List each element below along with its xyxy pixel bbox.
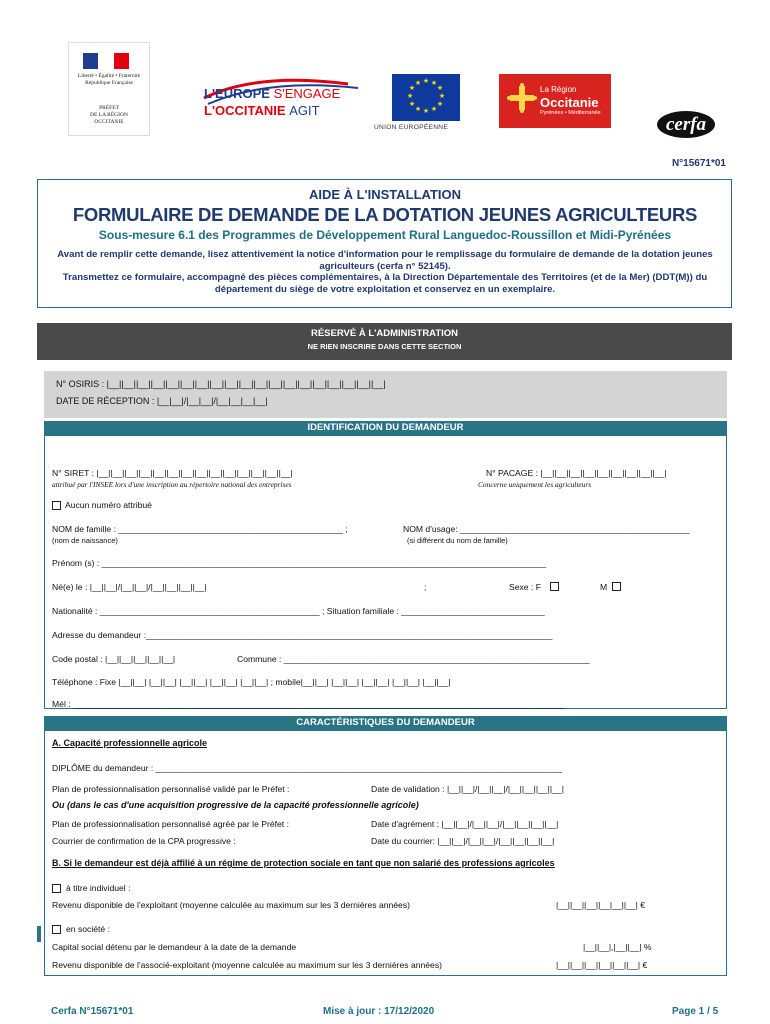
region-occitanie-logo <box>499 74 611 128</box>
cerfa-logo: cerfa <box>657 111 715 138</box>
eu-caption: UNION EUROPÉENNE <box>374 124 449 131</box>
svg-text:★: ★ <box>436 84 444 92</box>
en-societe-checkbox[interactable] <box>52 925 61 934</box>
sexe-f-checkbox[interactable] <box>550 582 559 591</box>
caracteristiques-heading: CARACTÉRISTIQUES DU DEMANDEUR <box>44 716 727 730</box>
admin-fields-box <box>44 371 727 418</box>
osiris-field: N° OSIRIS : |__||__||__||__||__||__||__||__||__||__||__||__||__||__||__||__||__||__||__| <box>56 379 386 389</box>
telephone-field[interactable]: Téléphone : Fixe |__||__| |__||__| |__||__| |__||__| |__||__| ; mobile|__||__| |__||__| |__||__| |__||__| |__||__| <box>52 677 451 687</box>
date-agrement-field[interactable]: Date d'agrément : |__||__|/|__||__|/|__||__||__||__| <box>371 819 559 829</box>
republique-text: Liberté • Égalité • Fraternité République Française <box>77 73 141 86</box>
diplome-field[interactable]: DIPLÔME du demandeur : _____________________________________________________________________________________ <box>52 763 562 773</box>
occitanie-main: Occitanie <box>540 95 599 110</box>
svg-text:★: ★ <box>422 107 430 115</box>
admin-reserved-band <box>37 323 732 360</box>
revenu-associe-label: Revenu disponible de l'associé-exploitant (moyenne calculée au maximum sur les 3 dernières années) <box>52 960 443 970</box>
admin-subtitle: NE RIEN INSCRIRE DANS CETTE SECTION <box>307 342 462 351</box>
courrier-label: Courrier de confirmation de la CPA progressive : <box>52 836 236 846</box>
nom-usage-field[interactable]: NOM d'usage: ________________________________________________ <box>403 524 690 534</box>
form-subtitle: Sous-mesure 6.1 des Programmes de Développement Rural Languedoc-Roussillon et Midi-Pyrénées <box>98 228 672 242</box>
occitan-cross-icon <box>507 83 537 113</box>
republique-francaise-logo <box>68 42 150 136</box>
en-societe-label: en société : <box>66 924 110 934</box>
nationalite-field[interactable]: Nationalité : ______________________________________________ ; Situation familiale : ______________________________ <box>52 606 545 616</box>
sexe-label: Sexe : F <box>509 582 541 592</box>
agit-text: AGIT <box>289 103 320 118</box>
date-courrier-field[interactable]: Date du courrier: |__||__|/|__||__|/|__||__||__||__| <box>371 836 555 846</box>
code-postal-field[interactable]: Code postal : |__||__||__||__||__| <box>52 654 176 664</box>
capacite-heading: A. Capacité professionnelle agricole <box>52 738 208 748</box>
mel-field[interactable]: Mél : _______________________________________________________________________________________________________ <box>52 699 566 709</box>
commune-field[interactable]: Commune : ________________________________________________________________ <box>237 654 590 664</box>
date-naissance-field[interactable]: Né(e) le : |__||__|/|__||__|/|__||__||__||__| <box>52 582 207 592</box>
admin-title: RÉSERVÉ À L'ADMINISTRATION <box>310 328 459 339</box>
capital-social-label: Capital social détenu par le demandeur à la date de la demande <box>52 942 297 952</box>
revenu-associe-field[interactable]: |__||__||__||__||__||__| € <box>556 960 648 970</box>
aide-installation-heading: AIDE À L'INSTALLATION <box>308 187 462 202</box>
date-validation-field[interactable]: Date de validation : |__||__|/|__||__|/|__||__||__||__| <box>371 784 564 794</box>
footer-page: Page 1 / 5 <box>672 1006 719 1017</box>
svg-text:★: ★ <box>414 79 422 87</box>
nom-naissance-note: (nom de naissance) <box>52 536 118 545</box>
sexe-m-label: M <box>600 582 608 592</box>
occitanie-sub: La Région <box>540 85 577 94</box>
form-title: FORMULAIRE DE DEMANDE DE LA DOTATION JEUNES AGRICULTEURS <box>72 204 698 225</box>
prenom-field[interactable]: Prénom (s) : _____________________________________________________________________________________________ <box>52 558 547 568</box>
siret-note: attribué par l'INSEE lors d'une inscription au répertoire national des entreprises <box>52 480 292 489</box>
revenu-exploitant-field[interactable]: |__||__||__||__|__||__| € <box>556 900 646 910</box>
svg-text:★: ★ <box>430 105 438 113</box>
svg-text:★: ★ <box>438 92 446 100</box>
ou-heading: Ou (dans le cas d'une acquisition progressive de la capacité professionnelle agricole) <box>52 800 419 810</box>
form-description-line1: Avant de remplir cette demande, lisez attentivement la notice d'information pour le remplissage du formulaire de demande de la dotation jeunes agriculteurs (cerfa n° 52145). <box>57 249 713 272</box>
siret-field[interactable]: N° SIRET : |__||__||__||__||__||__||__||__||__||__||__||__||__||__| <box>52 468 293 478</box>
french-flag-icon <box>83 53 129 69</box>
footer-cerfa: Cerfa N°15671*01 <box>51 1006 134 1017</box>
date-reception-field: DATE DE RÉCEPTION : |__|__|/|__|__|/|__|__|__|__| <box>56 396 268 406</box>
margin-bar <box>37 926 41 942</box>
prefet-text: PRÉFET DE LA RÉGION OCCITANIE <box>90 105 128 125</box>
ppp-valide-label: Plan de professionnalisation personnalisé validé par le Préfet : <box>52 784 290 794</box>
svg-text:★: ★ <box>422 77 430 85</box>
svg-text:★: ★ <box>406 92 414 100</box>
europe-engage-logo <box>198 76 376 132</box>
aucun-numero-checkbox[interactable] <box>52 501 61 510</box>
separator: ; <box>424 582 427 592</box>
capital-social-field[interactable]: |__||__|,|__||__| % <box>583 942 652 952</box>
occitanie-text: L'OCCITANIE <box>204 103 286 118</box>
pacage-field[interactable]: N° PACAGE : |__||__||__||__||__||__||__||__||__| <box>486 468 667 478</box>
identification-heading: IDENTIFICATION DU DEMANDEUR <box>44 421 727 435</box>
svg-text:★: ★ <box>408 84 416 92</box>
cerfa-number: N°15671*01 <box>671 158 726 169</box>
engage-text: S'ENGAGE <box>273 86 341 101</box>
revenu-exploitant-label: Revenu disponible de l'exploitant (moyenne calculée au maximum sur les 3 dernières années) <box>52 900 411 910</box>
form-description <box>42 249 728 295</box>
aucun-numero-label: Aucun numéro attribué <box>65 500 152 510</box>
sexe-m-checkbox[interactable] <box>612 582 621 591</box>
nom-famille-field[interactable]: NOM de famille : _______________________________________________ ; <box>52 524 348 534</box>
eu-flag-icon <box>392 74 460 121</box>
footer-update-date: Mise à jour : 17/12/2020 <box>323 1006 435 1017</box>
svg-text:★: ★ <box>436 100 444 108</box>
affiliation-heading: B. Si le demandeur est déjà affilié à un régime de protection sociale en tant que non salarié des professions agricoles <box>52 858 555 868</box>
form-description-line2: Transmettez ce formulaire, accompagné des pièces complémentaires, à la Direction Départementale des Territoires (et de la Mer) (DDT(M)) du département du siège de votre exploitation et conservez en un exemplaire. <box>62 272 708 295</box>
titre-individuel-checkbox[interactable] <box>52 884 61 893</box>
europe-text: L'EUROPE <box>204 86 270 101</box>
ppp-agree-label: Plan de professionnalisation personnalisé agréé par le Préfet : <box>52 819 289 829</box>
pacage-note: Concerne uniquement les agriculteurs <box>478 480 592 489</box>
nom-usage-note: (si différent du nom de famille) <box>407 536 508 545</box>
titre-individuel-label: à titre individuel : <box>66 883 131 893</box>
svg-text:★: ★ <box>430 79 438 87</box>
occitanie-small: Pyrénées • Méditerranée <box>540 110 601 116</box>
svg-text:★: ★ <box>414 105 422 113</box>
adresse-field[interactable]: Adresse du demandeur :_____________________________________________________________________________________ <box>52 630 553 640</box>
svg-text:★: ★ <box>408 100 416 108</box>
